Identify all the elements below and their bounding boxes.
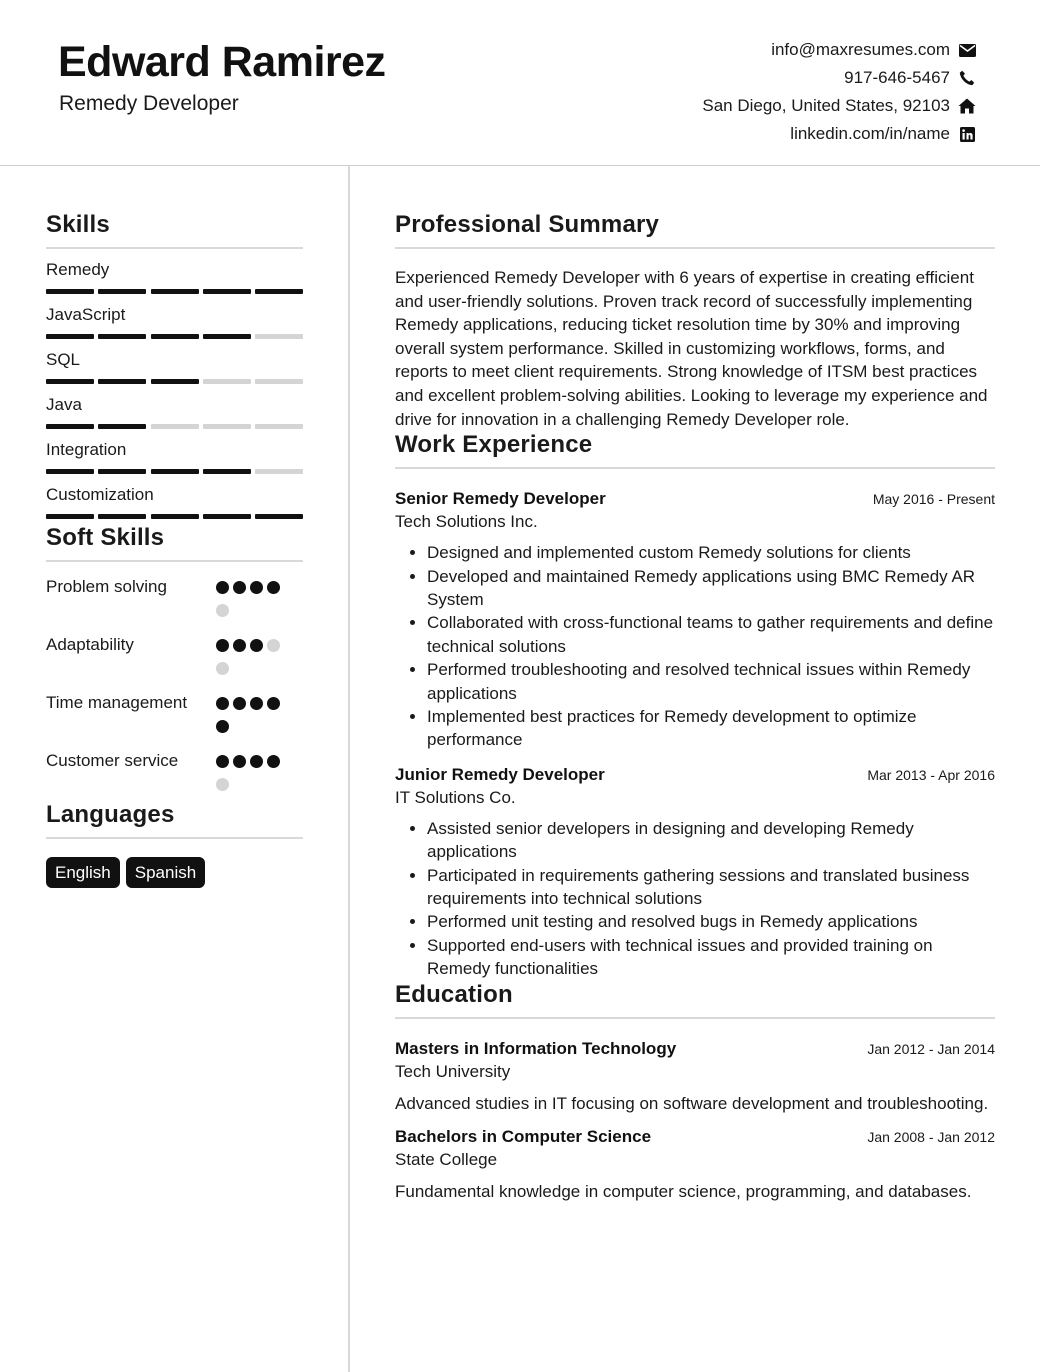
skills-section <box>46 211 303 519</box>
skill-rating <box>46 379 303 384</box>
soft-skills-list <box>46 575 303 801</box>
resume-header <box>0 0 1040 166</box>
responsibility-item: • Supported end-users with technical issues and provided training on Remedy functionalities <box>427 934 995 981</box>
rating-dot <box>233 581 246 594</box>
rating-dot <box>216 755 229 768</box>
rating-dot <box>267 755 280 768</box>
skill-name: Integration <box>46 440 127 459</box>
skill-rating-segment <box>46 334 94 339</box>
skill-rating-segment <box>203 424 251 429</box>
responsibility-item: • Performed troubleshooting and resolved technical issues within Remedy applications <box>427 658 995 705</box>
soft-skill-item <box>46 691 303 743</box>
skill-rating-segment <box>151 289 199 294</box>
rating-dot <box>267 639 280 652</box>
education-header <box>395 1127 995 1147</box>
rating-dot <box>233 755 246 768</box>
rating-dot <box>267 581 280 594</box>
rating-dot <box>250 639 263 652</box>
soft-skill-item <box>46 749 303 801</box>
soft-skills-section <box>46 524 303 801</box>
responsibility-item: • Participated in requirements gathering sessions and translated business requirements into technical solutions <box>427 864 995 911</box>
skill-rating-segment <box>46 514 94 519</box>
education-description: Fundamental knowledge in computer science, programming, and databases. <box>395 1182 972 1202</box>
skill-item <box>46 260 303 294</box>
skill-rating-segment <box>98 514 146 519</box>
rating-dot <box>216 639 229 652</box>
soft-skill-rating <box>216 691 296 743</box>
skill-rating-segment <box>203 289 251 294</box>
skill-item <box>46 305 303 339</box>
language-badge: English <box>46 857 120 888</box>
summary-heading: Professional Summary <box>395 211 995 249</box>
skill-rating-segment <box>255 289 303 294</box>
job-header <box>395 765 995 785</box>
skill-rating-segment <box>203 379 251 384</box>
languages-section <box>46 801 303 888</box>
job-dates: May 2016 - Present <box>872 491 995 508</box>
job-header <box>395 489 995 509</box>
job-entry <box>395 765 995 981</box>
rating-dot <box>250 697 263 710</box>
soft-skill-name: Adaptability <box>46 635 134 654</box>
skill-rating-segment <box>151 514 199 519</box>
skill-item <box>46 440 303 474</box>
skill-rating <box>46 424 303 429</box>
skill-rating-segment <box>46 424 94 429</box>
column-divider <box>348 166 350 1372</box>
soft-skill-item <box>46 575 303 627</box>
skill-rating <box>46 469 303 474</box>
education-entry <box>395 1039 995 1115</box>
rating-dot <box>216 662 229 675</box>
skill-rating-segment <box>255 334 303 339</box>
skill-rating-segment <box>255 424 303 429</box>
education-school: Tech University <box>395 1061 511 1081</box>
left-column <box>46 166 303 888</box>
soft-skill-name: Customer service <box>46 751 179 770</box>
soft-skill-rating <box>216 749 296 801</box>
contact-location-text: San Diego, United States, 92103 <box>702 96 950 115</box>
soft-skill-rating <box>216 575 296 627</box>
responsibility-item: • Developed and maintained Remedy applications using BMC Remedy AR System <box>427 565 995 612</box>
skill-name: Remedy <box>46 260 110 279</box>
skill-name: Customization <box>46 485 154 504</box>
skill-item <box>46 485 303 519</box>
home-icon <box>958 97 976 115</box>
skill-rating-segment <box>151 379 199 384</box>
phone-icon <box>958 69 976 87</box>
job-company: Tech Solutions Inc. <box>395 512 538 532</box>
skill-rating-segment <box>255 379 303 384</box>
job-responsibilities <box>395 541 995 752</box>
responsibility-item: • Implemented best practices for Remedy development to optimize performance <box>427 705 995 752</box>
skill-rating-segment <box>46 379 94 384</box>
skills-list <box>46 260 303 519</box>
contact-linkedin[interactable] <box>702 120 976 148</box>
languages-heading: Languages <box>46 801 303 839</box>
skill-item <box>46 350 303 384</box>
education-header <box>395 1039 995 1059</box>
experience-heading: Work Experience <box>395 431 995 469</box>
responsibility-item: • Designed and implemented custom Remedy solutions for clients <box>427 541 995 564</box>
rating-dot <box>250 755 263 768</box>
skill-rating-segment <box>203 334 251 339</box>
education-heading: Education <box>395 981 995 1019</box>
skill-rating-segment <box>98 469 146 474</box>
skill-rating-segment <box>255 514 303 519</box>
skill-rating-segment <box>203 514 251 519</box>
contact-phone[interactable] <box>702 64 976 92</box>
summary-text: Experienced Remedy Developer with 6 years of expertise in creating efficient and user-friendly solutions. Proven track record of successfully implementing Remedy applications, reducing ticket resolution time by 30% and improving overall system performance. Skilled in customizing workflows, forms, and reports to meet client requirements. Strong knowledge of ITSM best practices and excellent problem-solving abilities. Looking to leverage my experience and drive for innovation in a challenging Remedy Developer role. <box>395 268 988 429</box>
responsibility-item: • Assisted senior developers in designing and developing Remedy applications <box>427 817 995 864</box>
skill-rating-segment <box>98 424 146 429</box>
rating-dot <box>216 778 229 791</box>
education-dates: Jan 2012 - Jan 2014 <box>867 1040 995 1057</box>
education-entry <box>395 1127 995 1203</box>
education-degree: Masters in Information Technology <box>395 1038 677 1058</box>
skill-rating-segment <box>46 469 94 474</box>
candidate-name: Edward Ramirez <box>58 38 386 86</box>
job-responsibilities <box>395 817 995 981</box>
summary-section <box>395 211 995 431</box>
education-degree: Bachelors in Computer Science <box>395 1127 652 1147</box>
skill-rating-segment <box>46 289 94 294</box>
rating-dot <box>216 581 229 594</box>
right-column <box>395 166 995 1203</box>
contact-phone-text: 917-646-5467 <box>844 68 950 87</box>
contact-email-text: info@maxresumes.com <box>771 40 950 59</box>
contact-location <box>702 92 976 120</box>
skill-name: JavaScript <box>46 305 126 324</box>
skill-rating-segment <box>98 379 146 384</box>
job-title: Senior Remedy Developer <box>395 489 606 509</box>
skill-rating <box>46 334 303 339</box>
jobs-list <box>395 489 995 981</box>
job-company: IT Solutions Co. <box>395 787 516 807</box>
envelope-icon <box>958 41 976 59</box>
soft-skills-heading: Soft Skills <box>46 524 303 562</box>
skill-rating-segment <box>255 469 303 474</box>
job-title: Junior Remedy Developer <box>395 764 605 784</box>
contact-email[interactable] <box>702 36 976 64</box>
skill-rating-segment <box>151 424 199 429</box>
soft-skill-rating <box>216 633 296 685</box>
rating-dot <box>233 639 246 652</box>
experience-section <box>395 431 995 981</box>
education-school: State College <box>395 1150 498 1170</box>
education-list <box>395 1039 995 1204</box>
rating-dot <box>216 697 229 710</box>
contact-linkedin-text: linkedin.com/in/name <box>790 124 950 143</box>
responsibility-item: • Performed unit testing and resolved bugs in Remedy applications <box>427 910 995 933</box>
education-description: Advanced studies in IT focusing on software development and troubleshooting. <box>395 1093 989 1113</box>
language-badge: Spanish <box>126 857 205 888</box>
soft-skill-name: Problem solving <box>46 577 167 596</box>
languages-list <box>46 857 303 888</box>
skill-rating-segment <box>151 469 199 474</box>
rating-dot <box>267 697 280 710</box>
skill-rating-segment <box>151 334 199 339</box>
linkedin-icon <box>958 125 976 143</box>
candidate-title: Remedy Developer <box>59 92 239 115</box>
skill-rating-segment <box>98 334 146 339</box>
soft-skill-item <box>46 633 303 685</box>
skill-name: SQL <box>46 350 81 369</box>
rating-dot <box>250 581 263 594</box>
rating-dot <box>216 720 229 733</box>
skill-name: Java <box>46 395 82 414</box>
skill-rating <box>46 289 303 294</box>
skill-rating <box>46 514 303 519</box>
skill-rating-segment <box>203 469 251 474</box>
skills-heading: Skills <box>46 211 303 249</box>
job-dates: Mar 2013 - Apr 2016 <box>867 766 995 783</box>
rating-dot <box>216 604 229 617</box>
skill-rating-segment <box>98 289 146 294</box>
education-dates: Jan 2008 - Jan 2012 <box>867 1129 995 1146</box>
job-entry <box>395 489 995 752</box>
responsibility-item: • Collaborated with cross-functional teams to gather requirements and define technical solutions <box>427 611 995 658</box>
education-section <box>395 981 995 1204</box>
skill-item <box>46 395 303 429</box>
rating-dot <box>233 697 246 710</box>
contact-list <box>702 36 976 148</box>
soft-skill-name: Time management <box>46 693 188 712</box>
